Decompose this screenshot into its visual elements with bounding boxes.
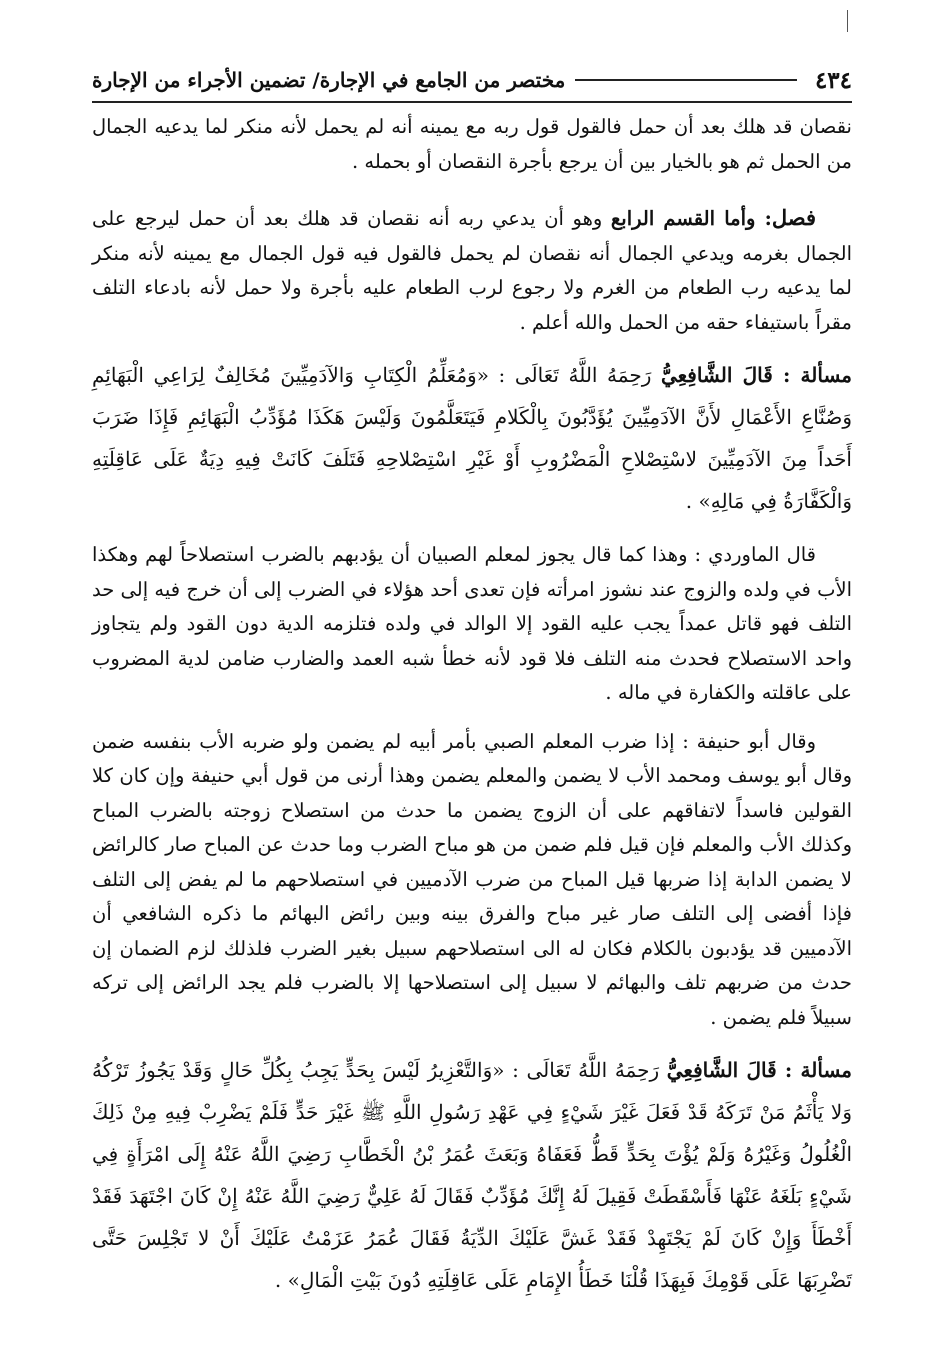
paragraph-fasl xyxy=(92,201,852,340)
scan-edge-mark xyxy=(847,10,848,32)
paragraph-abu-hanifa: وقال أبو حنيفة : إذا ضرب المعلم الصبي بأمر أبيه لم يضمن ولو ضربه الأب بنفسه ضمن وقال أبو يوسف ومحمد الأب لا يضمن والمعلم يضمن وهذا أرنى من قول أبي حنيفة وإن كان كلا القولين فاسداً لاتفاقهم على أن الزوج يضمن ما حدث من استصلاح زوجته بالضرب المباح وكذلك الأب والمعلم فإن قيل فلم ضمن من هو مباح الضرب وما حدث عن المباح صار كالرائض لا يضمن الدابة إذا ضربها قيل المباح من ضرب الآدميين في استصلاحهم ما لم يفض إلى التلف فإذا أفضى إلى التلف صار غير مباح والفرق بينه وبين رائض البهائم ما ذكره الشافعي أن الآدميين قد يؤدبون بالكلام فكان له الى استصلاحهم سبيل بغير الضرب فلذلك لزم الضمان إن حدث من ضربهم تلف والبهائم لا سبيل إلى استصلاحها إلا بالضرب فلم يجد الرائض إلى تركه سبيلاً فلم يضمن . xyxy=(92,729,852,1029)
header-dash-line xyxy=(575,79,797,81)
masala-quote-1 xyxy=(92,354,852,522)
page-header xyxy=(92,62,852,98)
fasl-text: وهو أن يدعي ربه أنه نقصان قد هلك بعد أن حمل ليرجع على الجمال بغرمه ويدعي الجمال أنه نقصان لم يحمل فالقول فيه قول الجمال مع يمينه لأنه منكر لما يدعيه رب الطعام من الغرم ولا رجوع لرب الطعام عليه بأجرة ولا حمل لأنه بادعاء التلف مقراً باستيفاء حقه من الحمل والله أعلم . xyxy=(92,207,852,334)
masala-label-1: مسألة : قَالَ الشَّافِعِيُّ xyxy=(660,363,852,387)
paragraph-mawardi: قال الماوردي : وهذا كما قال يجوز لمعلم الصبيان أن يؤدبهم بالضرب استصلاحاً لهم وهكذا الأب في ولده والزوج عند نشوز امرأته فإن تعدى أحد هؤلاء في الضرب إلى أن خرج فيه إلى حد التلف فهو قاتل عمداً يجب عليه القود إلا الوالد في ولده فتلزمه الدية دون القود ولم يتجاوز واحد الاستصلاح فحدث منه التلف فلا قود لأنه خطأ شبه العمد والضارب ضامن لدية المضروب على عاقلته والكفارة في ماله . xyxy=(92,543,852,704)
masala-label-2: مسألة : قَالَ الشَّافِعِيُّ xyxy=(666,1058,852,1082)
paragraph-continued: نقصان قد هلك بعد أن حمل فالقول قول ربه مع يمينه أنه لم يحمل لأنه منكر لما يدعيه الجمال من الحمل ثم هو بالخيار بين أن يرجع بأجرة النقصان أو بحمله . xyxy=(92,115,852,173)
masala-text-1: رَحِمَهُ اللَّهُ تَعَالَى : «وَمُعَلِّمُ الْكِتَابِ وَالآدَمِيِّينَ مُخَالِفٌ لِرَاعِي الْبَهَائِمِ وَصُنَّاعِ الأَعْمَالِ لأَنَّ الآدَمِيِّينَ يُؤَدَّبُونَ بِالْكَلامِ فَيَتَعَلَّمُونَ وَلَيْسَ هَكَذَا مُؤَدِّبُ الْبَهَائِمِ فَإِذَا ضَرَبَ أَحَداً مِنَ الآدَمِيِّينَ لاسْتِصْلاحِ الْمَضْرُوبِ أَوْ غَيْرِ اسْتِصْلاحِهِ فَتَلَفَ كَانَتْ فِيهِ دِيَةٌ عَلَى عَاقِلَتِهِ وَالْكَفَّارَةُ فِي مَالِهِ» . xyxy=(92,363,852,513)
page-body xyxy=(92,110,852,1317)
masala-quote-2 xyxy=(92,1049,852,1301)
running-title: مختصر من الجامع في الإجارة/ تضمين الأجراء من الإجارة xyxy=(92,68,566,92)
page-number: ٤٣٤ xyxy=(814,66,852,94)
fasl-lead: : وأما القسم الرابع xyxy=(610,207,772,230)
fasl-label: فصل xyxy=(771,205,816,230)
masala-text-2: رَحِمَهُ اللَّهُ تَعَالَى : «وَالتَّعْزِيرُ لَيْسَ بِحَدٍّ يَجِبُ بِكُلِّ حَالٍ وَقَدْ يَجُوزُ تَرْكُهُ وَلا يَأْثَمُ مَنْ تَرَكَهُ قَدْ فَعَلَ غَيْرَ شَيْءٍ فِي عَهْدِ رَسُولِ اللَّهِ ﷺ غَيْرَ حَدٍّ فَلَمْ يَضْرِبْ فِيهِ مِنْ ذَلِكَ الْغُلُولُ وَغَيْرُهُ وَلَمْ يُؤْتَ بِحَدٍّ قَطُّ فَعَفَاهُ وَبَعَثَ عُمَرُ بْنُ الْخَطَّابِ رَضِيَ اللَّهُ عَنْهُ إِلَى امْرَأَةٍ فِي شَيْءٍ بَلَغَهُ عَنْهَا فَأَسْقَطَتْ فَقِيلَ لَهُ إِنَّكَ مُؤَدِّبٌ فَقَالَ لَهُ عَلِيٌّ رَضِيَ اللَّهُ عَنْهُ إِنْ كَانَ اجْتَهَدَ فَقَدْ أَخْطَأَ وَإِنْ كَانَ لَمْ يَجْتَهِدْ فَقَدْ غَشَّ عَلَيْكَ الدِّيَةُ فَقَالَ عُمَرُ عَزَمْتُ عَلَيْكَ أَنْ لا تَجْلِسَ حَتَّى تَضْرِبَهَا عَلَى قَوْمِكَ فَبِهَذَا قُلْنَا خَطَأُ الإِمَامِ عَلَى عَاقِلَتِهِ دُونَ بَيْتِ الْمَالِ» . xyxy=(92,1058,852,1292)
header-rule xyxy=(92,101,852,103)
